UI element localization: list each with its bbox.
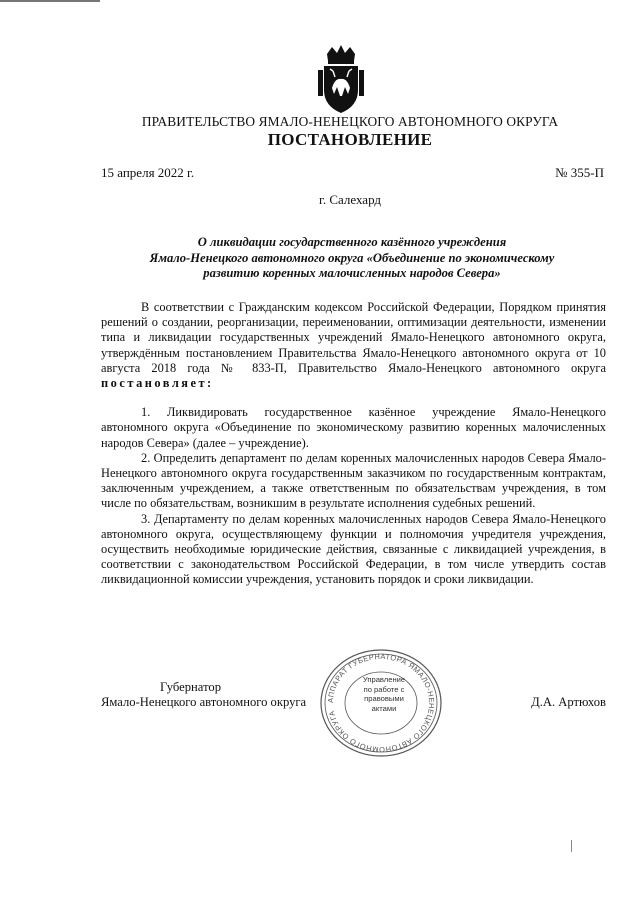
stamp-outer-text: АППАРАТ ГУБЕРНАТОРА ЯМАЛО-НЕНЕЦКОГО АВТОНОМНОГО ОКРУГА: [325, 651, 437, 755]
item-3-paragraph: 3. Департаменту по делам коренных малочисленных народов Севера Ямало-Ненецкого автономного округа, осуществляющему функции и полномочия учредителя учреждения, осуществить необходимые юридические действия, связанные с ликвидацией учреждения, в соответствии с законодательством Российской Федерации, в том числе утвердить состав ликвидационной комиссии учреждения, установить порядок и сроки ликвидации.: [101, 511, 606, 587]
document-city: г. Салехард: [318, 192, 382, 207]
scan-edge-strip: [0, 0, 100, 2]
subject-line: развитию коренных малочисленных народов Севера»: [203, 266, 501, 280]
item-1-paragraph: 1. Ликвидировать государственное казённое учреждение Ямало-Ненецкого автономного округа «Объединение по экономическому развитию коренных малочисленных народов Севера» (далее – учреждение).: [101, 405, 606, 450]
government-title: ПРАВИТЕЛЬСТВО ЯМАЛО-НЕНЕЦКОГО АВТОНОМНОГО ОКРУГА: [141, 114, 559, 129]
margin-mark: [571, 840, 572, 852]
subject-line: О ликвидации государственного казённого учреждения: [197, 235, 507, 249]
signatory-region: Ямало-Ненецкого автономного округа: [101, 695, 307, 709]
signatory-title: Губернатор: [160, 680, 221, 694]
document-subject: [105, 235, 599, 282]
document-date: 15 апреля 2022 г.: [101, 165, 195, 180]
preamble-paragraph: [101, 300, 606, 391]
document-type-heading: ПОСТАНОВЛЕНИЕ: [267, 130, 433, 149]
decree-word: постановляет:: [101, 376, 214, 391]
document-number: № 355-П: [555, 165, 604, 180]
signatory-name: Д.А. Артюхов: [531, 695, 606, 709]
stamp-inner-text: Управление по работе с правовыми актами: [362, 675, 406, 713]
preamble-text: В соответствии с Гражданским кодексом Российской Федерации, Порядком принятия решений о создании, реорганизации, переименовании, оптимизации деятельности, изменении типа и ликвидации государственных учреждений Ямало-Ненецкого автономного округа, утверждённым постановлением Правительства Ямало-Ненецкого автономного округа от 10 августа 2018 года № 833-П, Правительство Ямало-Ненецкого автономного округа: [101, 300, 606, 375]
coat-of-arms-icon: [318, 44, 364, 114]
document-body: [101, 300, 606, 588]
item-2-paragraph: 2. Определить департамент по делам коренных малочисленных народов Севера Ямало-Ненецкого автономного округа государственным заказчиком по государственным контрактам, заключенным учреждением, а также ответственным по обязательствам учреждения, в том числе по обязательствам, возникшим в результате исполнения судебных решений.: [101, 450, 606, 511]
subject-line: Ямало-Ненецкого автономного округа «Объединение по экономическому: [149, 250, 555, 265]
